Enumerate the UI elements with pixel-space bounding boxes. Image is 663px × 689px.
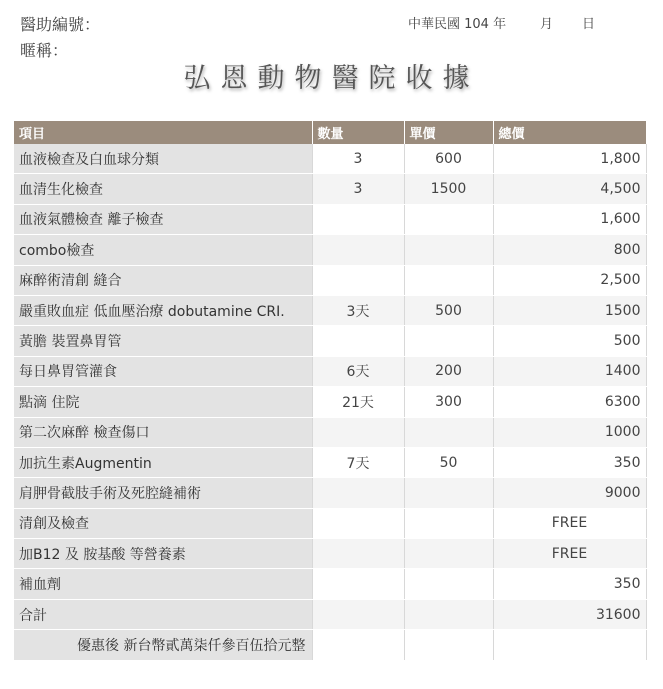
- table-row: [14, 265, 646, 295]
- row-qty-cell: 3: [312, 174, 404, 204]
- row-qty-cell: [312, 417, 404, 447]
- row-total-cell: 350: [493, 569, 646, 599]
- row-qty-cell: [312, 508, 404, 538]
- row-price-cell: [404, 599, 493, 629]
- row-total-cell: 1000: [493, 417, 646, 447]
- row-qty-cell: 3天: [312, 295, 404, 325]
- table-row: [14, 326, 646, 356]
- row-total-cell: 350: [493, 447, 646, 477]
- row-price-cell: 500: [404, 295, 493, 325]
- column-header-total: 總價: [493, 121, 646, 144]
- row-item-cell: 血清生化檢查: [14, 174, 312, 204]
- receipt-title: 弘恩動物醫院收據: [183, 63, 480, 94]
- row-item-cell: 加抗生素Augmentin: [14, 447, 312, 477]
- row-total-cell: 1,600: [493, 204, 646, 234]
- row-price-cell: [404, 478, 493, 508]
- row-qty-cell: 6天: [312, 356, 404, 386]
- row-total-cell: 6300: [493, 387, 646, 417]
- row-total-cell: 500: [493, 326, 646, 356]
- table-row: [14, 539, 646, 569]
- row-price-cell: 1500: [404, 174, 493, 204]
- table-row: [14, 144, 646, 174]
- column-header-item: 項目: [14, 121, 312, 144]
- date-year: 中華民國 104 年: [408, 17, 507, 32]
- row-item-cell: 加B12 及 胺基酸 等營養素: [14, 539, 312, 569]
- row-price-cell: 50: [404, 447, 493, 477]
- table-row: [14, 387, 646, 417]
- row-total-cell: FREE: [493, 508, 646, 538]
- column-header-price: 單價: [404, 121, 493, 144]
- assist-number-label: 醫助編號：: [20, 15, 101, 34]
- row-item-cell: 優惠後 新台幣貳萬柒仟參百伍拾元整: [14, 630, 312, 660]
- row-qty-cell: [312, 326, 404, 356]
- row-qty-cell: [312, 265, 404, 295]
- row-price-cell: 200: [404, 356, 493, 386]
- date-day: 日: [582, 17, 596, 32]
- row-item-cell: 血液氣體檢查 離子檢查: [14, 204, 312, 234]
- row-item-cell: 黃膽 裝置鼻胃管: [14, 326, 312, 356]
- row-item-cell: 合計: [14, 599, 312, 629]
- row-price-cell: [404, 539, 493, 569]
- row-item-cell: 清創及檢查: [14, 508, 312, 538]
- row-price-cell: [404, 630, 493, 660]
- row-price-cell: [404, 326, 493, 356]
- row-price-cell: [404, 235, 493, 265]
- row-qty-cell: 7天: [312, 447, 404, 477]
- row-price-cell: [404, 508, 493, 538]
- row-item-cell: 麻醉術清創 縫合: [14, 265, 312, 295]
- table-row: [14, 508, 646, 538]
- table-row: [14, 174, 646, 204]
- row-price-cell: 300: [404, 387, 493, 417]
- row-total-cell: FREE: [493, 539, 646, 569]
- receipt-table: [14, 121, 647, 661]
- row-qty-cell: [312, 204, 404, 234]
- table-row: [14, 356, 646, 386]
- date-line: [408, 13, 595, 32]
- table-row: [14, 447, 646, 477]
- row-qty-cell: [312, 235, 404, 265]
- nickname-label: 暱稱：: [20, 41, 69, 60]
- row-item-cell: 第二次麻醉 檢查傷口: [14, 417, 312, 447]
- row-item-cell: 肩胛骨截肢手術及死腔縫補術: [14, 478, 312, 508]
- row-total-cell: 1400: [493, 356, 646, 386]
- row-qty-cell: [312, 630, 404, 660]
- row-total-cell: 9000: [493, 478, 646, 508]
- table-header-row: [14, 121, 646, 144]
- row-qty-cell: 21天: [312, 387, 404, 417]
- column-header-qty: 數量: [312, 121, 404, 144]
- table-body: [14, 144, 646, 660]
- row-total-cell: 2,500: [493, 265, 646, 295]
- table-row: [14, 204, 646, 234]
- table-row: [14, 569, 646, 599]
- row-item-cell: combo檢查: [14, 235, 312, 265]
- row-total-cell: 800: [493, 235, 646, 265]
- row-item-cell: 嚴重敗血症 低血壓治療 dobutamine CRI.: [14, 295, 312, 325]
- table-row: [14, 478, 646, 508]
- row-price-cell: [404, 204, 493, 234]
- row-total-cell: [493, 630, 646, 660]
- table-row: [14, 599, 646, 629]
- row-qty-cell: [312, 539, 404, 569]
- row-item-cell: 補血劑: [14, 569, 312, 599]
- row-item-cell: 點滴 住院: [14, 387, 312, 417]
- table-row: [14, 417, 646, 447]
- row-item-cell: 血液檢查及白血球分類: [14, 144, 312, 174]
- table-row: [14, 630, 646, 660]
- row-qty-cell: [312, 478, 404, 508]
- table-row: [14, 295, 646, 325]
- row-qty-cell: 3: [312, 144, 404, 174]
- table-row: [14, 235, 646, 265]
- row-qty-cell: [312, 569, 404, 599]
- row-total-cell: 4,500: [493, 174, 646, 204]
- row-price-cell: [404, 417, 493, 447]
- date-month: 月: [540, 17, 554, 32]
- row-total-cell: 1500: [493, 295, 646, 325]
- row-price-cell: [404, 265, 493, 295]
- row-price-cell: [404, 569, 493, 599]
- row-total-cell: 1,800: [493, 144, 646, 174]
- row-total-cell: 31600: [493, 599, 646, 629]
- row-item-cell: 每日鼻胃管灌食: [14, 356, 312, 386]
- row-price-cell: 600: [404, 144, 493, 174]
- row-qty-cell: [312, 599, 404, 629]
